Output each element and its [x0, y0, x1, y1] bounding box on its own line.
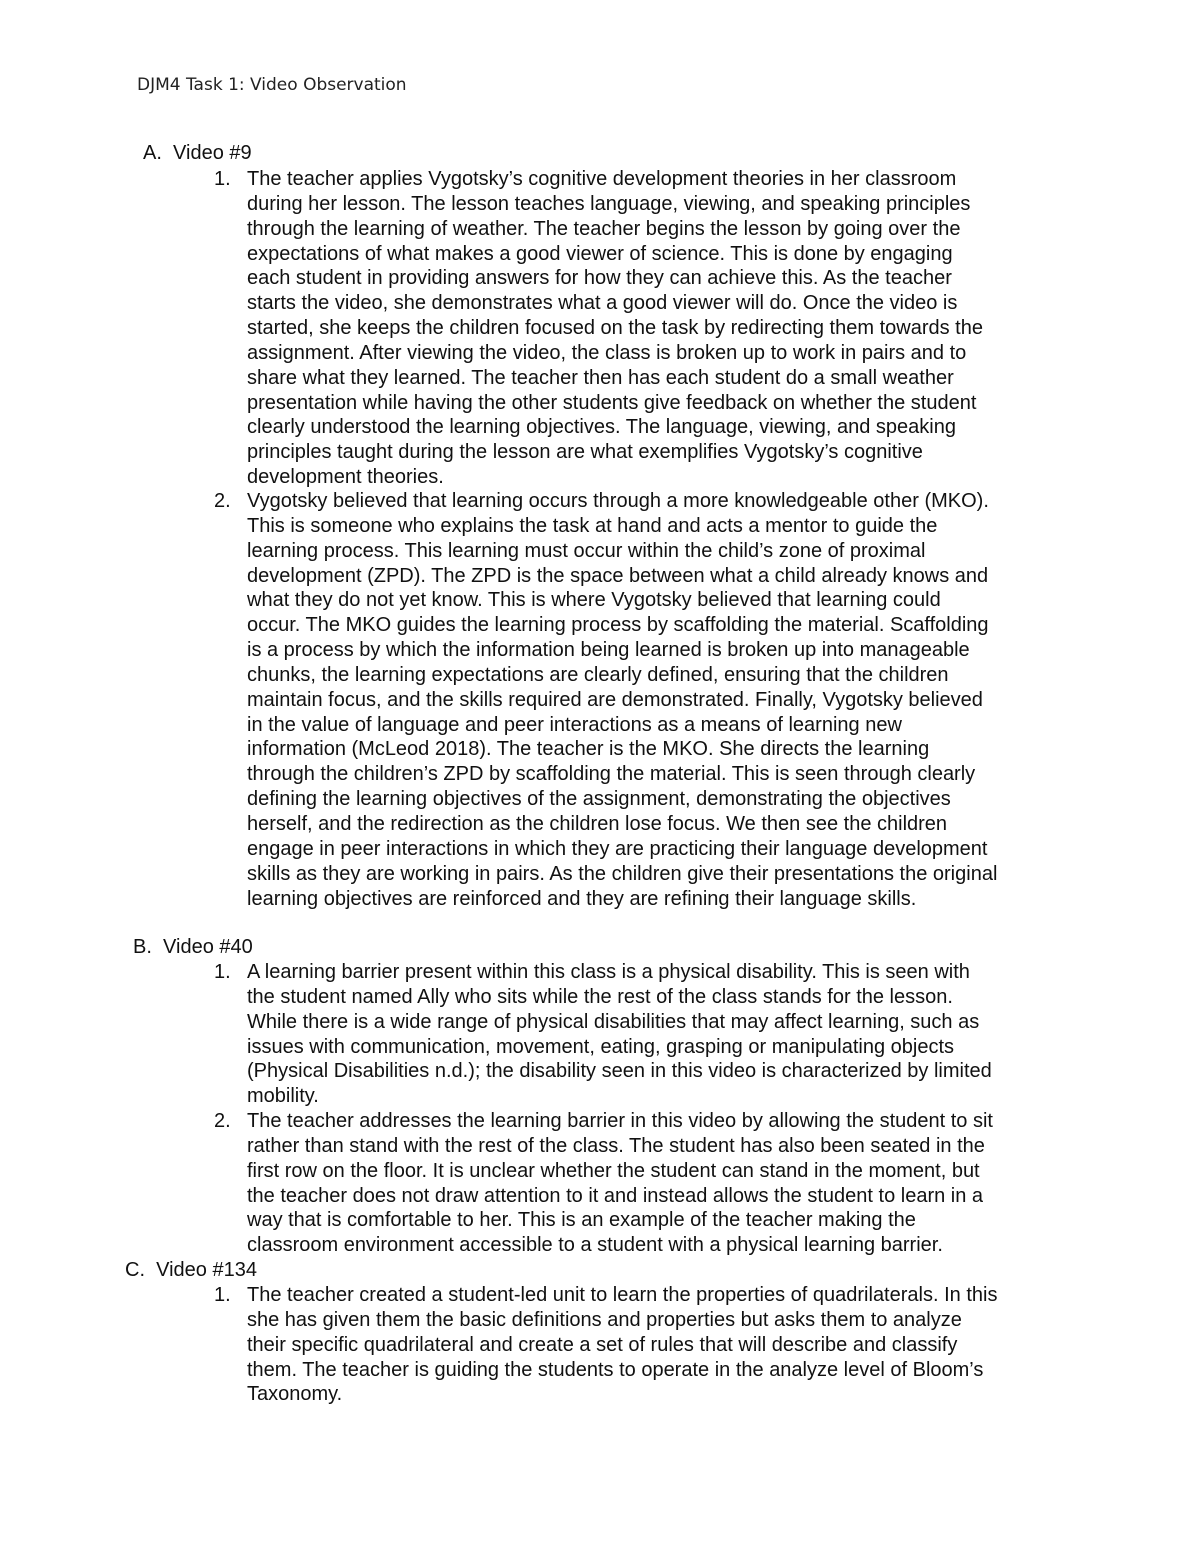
- text-line: through the learning of weather. The teacher begins the lesson by going over the: [247, 217, 961, 240]
- text-line: skills as they are working in pairs. As the children give their presentations the original: [247, 862, 998, 885]
- text-line: way that is comfortable to her. This is an example of the teacher making the: [247, 1209, 916, 1232]
- section-b-item-1-number: 1.: [214, 961, 231, 983]
- text-line: Taxonomy.: [247, 1383, 343, 1406]
- section-b-title: Video #40: [163, 936, 253, 958]
- text-line: presentation while having the other students give feedback on whether the student: [247, 391, 977, 414]
- text-line: development (ZPD). The ZPD is the space between what a child already knows and: [247, 564, 989, 587]
- text-line: each student in providing answers for how they can achieve this. As the teacher: [247, 267, 952, 290]
- text-line: The teacher created a student-led unit to learn the properties of quadrilaterals. In this: [247, 1284, 998, 1306]
- text-line: during her lesson. The lesson teaches language, viewing, and speaking principles: [247, 192, 971, 215]
- section-a-heading: [143, 141, 252, 166]
- section-b-heading: [133, 935, 253, 960]
- text-line: in the value of language and peer interactions as a means of learning new: [247, 713, 902, 736]
- text-line: expectations of what makes a good viewer of science. This is done by engaging: [247, 242, 953, 265]
- document-header: DJM4 Task 1: Video Observation: [137, 75, 407, 95]
- text-line: (Physical Disabilities n.d.); the disability seen in this video is characterized by limited: [247, 1060, 992, 1083]
- section-a-item-1-number: 1.: [214, 168, 231, 190]
- text-line: classroom environment accessible to a student with a physical learning barrier.: [247, 1234, 943, 1257]
- text-line: herself, and the redirection as the children lose focus. We then see the children: [247, 812, 948, 835]
- section-c-heading: [125, 1258, 257, 1283]
- text-line: engage in peer interactions in which they are practicing their language development: [247, 837, 988, 860]
- section-b-marker: B.: [133, 936, 152, 958]
- text-line: starts the video, she demonstrates what a good viewer will do. Once the video is: [247, 292, 958, 315]
- text-line: development theories.: [247, 466, 444, 489]
- text-line: maintain focus, and the skills required are demonstrated. Finally, Vygotsky believed: [247, 688, 983, 711]
- text-line: rather than stand with the rest of the class. The student has also been seated in the: [247, 1134, 985, 1157]
- section-a-title: Video #9: [173, 142, 252, 164]
- text-line: While there is a wide range of physical disabilities that may affect learning, such as: [247, 1010, 980, 1033]
- text-line: information (McLeod 2018). The teacher is the MKO. She directs the learning: [247, 738, 930, 761]
- text-line: share what they learned. The teacher then has each student do a small weather: [247, 366, 954, 389]
- section-a-item-1-text: [247, 167, 1067, 490]
- text-line: she has given them the basic definitions and properties but asks them to analyze: [247, 1308, 962, 1331]
- text-line: chunks, the learning expectations are clearly defined, ensuring that the children: [247, 663, 949, 686]
- text-line: The teacher addresses the learning barrier in this video by allowing the student to sit: [247, 1110, 993, 1132]
- text-line: clearly understood the learning objectives. The language, viewing, and speaking: [247, 416, 956, 439]
- text-line: what they do not yet know. This is where Vygotsky believed that learning could: [247, 589, 941, 612]
- text-line: mobility.: [247, 1085, 319, 1108]
- section-b-item-2-text: [247, 1109, 1067, 1258]
- text-line: the teacher does not draw attention to it and instead allows the student to learn in a: [247, 1184, 984, 1207]
- text-line: defining the learning objectives of the assignment, demonstrating the objectives: [247, 788, 951, 811]
- text-line: through the children’s ZPD by scaffolding the material. This is seen through clearly: [247, 763, 976, 786]
- text-line: the student named Ally who sits while the rest of the class stands for the lesson.: [247, 985, 953, 1008]
- section-a-item-2-number: 2.: [214, 490, 231, 512]
- text-line: The teacher applies Vygotsky’s cognitive development theories in her classroom: [247, 168, 957, 190]
- text-line: started, she keeps the children focused on the task by redirecting them towards the: [247, 317, 983, 340]
- text-line: them. The teacher is guiding the students to operate in the analyze level of Bloom’s: [247, 1358, 984, 1381]
- section-c-item-1-text: [247, 1283, 1067, 1407]
- section-c-item-1-number: 1.: [214, 1284, 231, 1306]
- text-line: Vygotsky believed that learning occurs through a more knowledgeable other (MKO).: [247, 490, 989, 512]
- section-b-item-2-number: 2.: [214, 1110, 231, 1132]
- section-a-item-2-text: [247, 489, 1067, 911]
- text-line: A learning barrier present within this class is a physical disability. This is seen with: [247, 961, 970, 983]
- text-line: principles taught during the lesson are what exemplifies Vygotsky’s cognitive: [247, 441, 923, 464]
- text-line: first row on the floor. It is unclear whether the student can stand in the moment, but: [247, 1159, 980, 1182]
- text-line: is a process by which the information being learned is broken up into manageable: [247, 639, 970, 662]
- section-a-marker: A.: [143, 142, 162, 164]
- text-line: learning process. This learning must occur within the child’s zone of proximal: [247, 539, 926, 562]
- section-b-item-1-text: [247, 960, 1067, 1109]
- text-line: occur. The MKO guides the learning process by scaffolding the material. Scaffolding: [247, 614, 989, 637]
- section-c-title: Video #134: [156, 1259, 257, 1281]
- text-line: their specific quadrilateral and create a set of rules that will describe and classify: [247, 1333, 958, 1356]
- text-line: learning objectives are reinforced and they are refining their language skills.: [247, 887, 917, 910]
- text-line: This is someone who explains the task at hand and acts a mentor to guide the: [247, 514, 938, 537]
- text-line: issues with communication, movement, eating, grasping or manipulating objects: [247, 1035, 955, 1058]
- section-c-marker: C.: [125, 1259, 145, 1281]
- text-line: assignment. After viewing the video, the class is broken up to work in pairs and to: [247, 341, 967, 364]
